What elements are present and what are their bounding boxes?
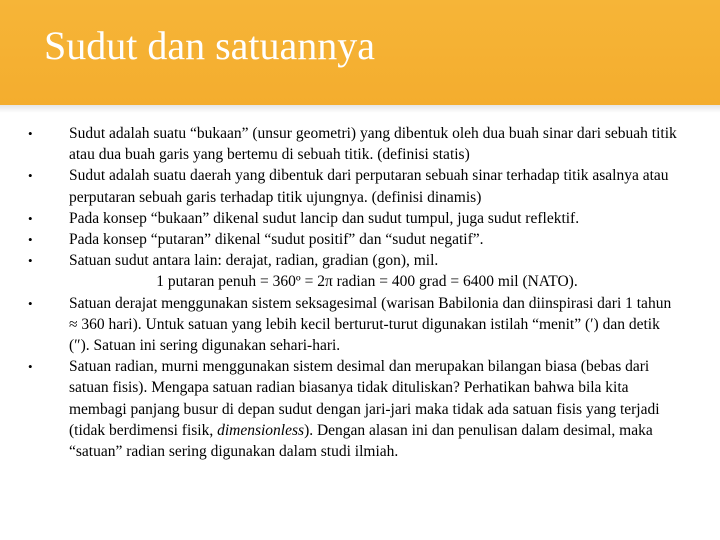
bullet-text: Sudut adalah suatu “bukaan” (unsur geometri) yang dibentuk oleh dua buah sinar dari sebuah titik atau dua buah garis yang bertemu di sebuah titik. (definisi statis): [69, 125, 677, 164]
title-bar: [0, 0, 720, 105]
bullet-icon: •: [28, 168, 33, 184]
bullet-text-part: ). Dengan alasan ini dan penulisan dalam desimal, maka “satuan” radian sering digunakan dalam studi ilmiah.: [69, 421, 653, 461]
bullet-item-konsep-putaran: [0, 229, 679, 250]
bullet-icon: •: [28, 253, 33, 269]
bullet-item-satuan-sudut: [0, 250, 679, 271]
bullet-icon: •: [28, 126, 33, 141]
conversion-formula: [0, 271, 720, 292]
slide-title: Sudut dan satuannya: [44, 23, 376, 68]
bullet-text: Satuan derajat menggunakan sistem seksagesimal (warisan Babilonia dan diinspirasi dari 1 tahun ≈ 360 hari). Untuk satuan yang lebih kecil berturut-turut digunakan istilah “menit” (′) dan detik (″). Satuan ini sering digunakan sehari-hari.: [69, 294, 672, 355]
bullet-text: Pada konsep “putaran” dikenal “sudut positif” dan “sudut negatif”.: [69, 231, 484, 249]
title-bar-shadow: [0, 105, 720, 113]
bullet-item-definisi-dinamis: [0, 165, 679, 207]
bullet-icon: •: [28, 232, 33, 248]
bullet-list: [0, 123, 720, 462]
bullet-item-konsep-bukaan: [0, 208, 679, 229]
bullet-icon: •: [28, 210, 33, 226]
bullet-icon: •: [28, 295, 33, 311]
conversion-formula-text: 1 putaran penuh = 360º = 2π radian = 400 grad = 6400 mil (NATO).: [156, 273, 578, 291]
bullet-item-satuan-derajat: [0, 293, 679, 357]
bullet-item-satuan-radian: [0, 356, 679, 462]
bullet-text: Sudut adalah suatu daerah yang dibentuk dari perputaran sebuah sinar terhadap titik asalnya atau perputaran sebuah garis terhadap titik ujungnya. (definisi dinamis): [69, 167, 669, 206]
bullet-text: Pada konsep “bukaan” dikenal sudut lancip dan sudut tumpul, juga sudut reflektif.: [69, 209, 580, 227]
italic-term: dimensionless: [217, 421, 305, 439]
bullet-text-part: Satuan radian, murni menggunakan sistem desimal dan merupakan bilangan biasa (bebas dari satuan fisis). Mengapa satuan radian biasanya tidak dituliskan? Perhatikan bahwa bila kita membagi panjang busur di depan sudut dengan jari-jari maka tidak ada satuan fisis yang terjadi (tidak berdimensi fisik,: [69, 358, 660, 439]
bullet-icon: •: [28, 359, 33, 375]
bullet-item-definisi-statis: [0, 123, 679, 165]
bullet-text: Satuan sudut antara lain: derajat, radian, gradian (gon), mil.: [69, 252, 439, 270]
